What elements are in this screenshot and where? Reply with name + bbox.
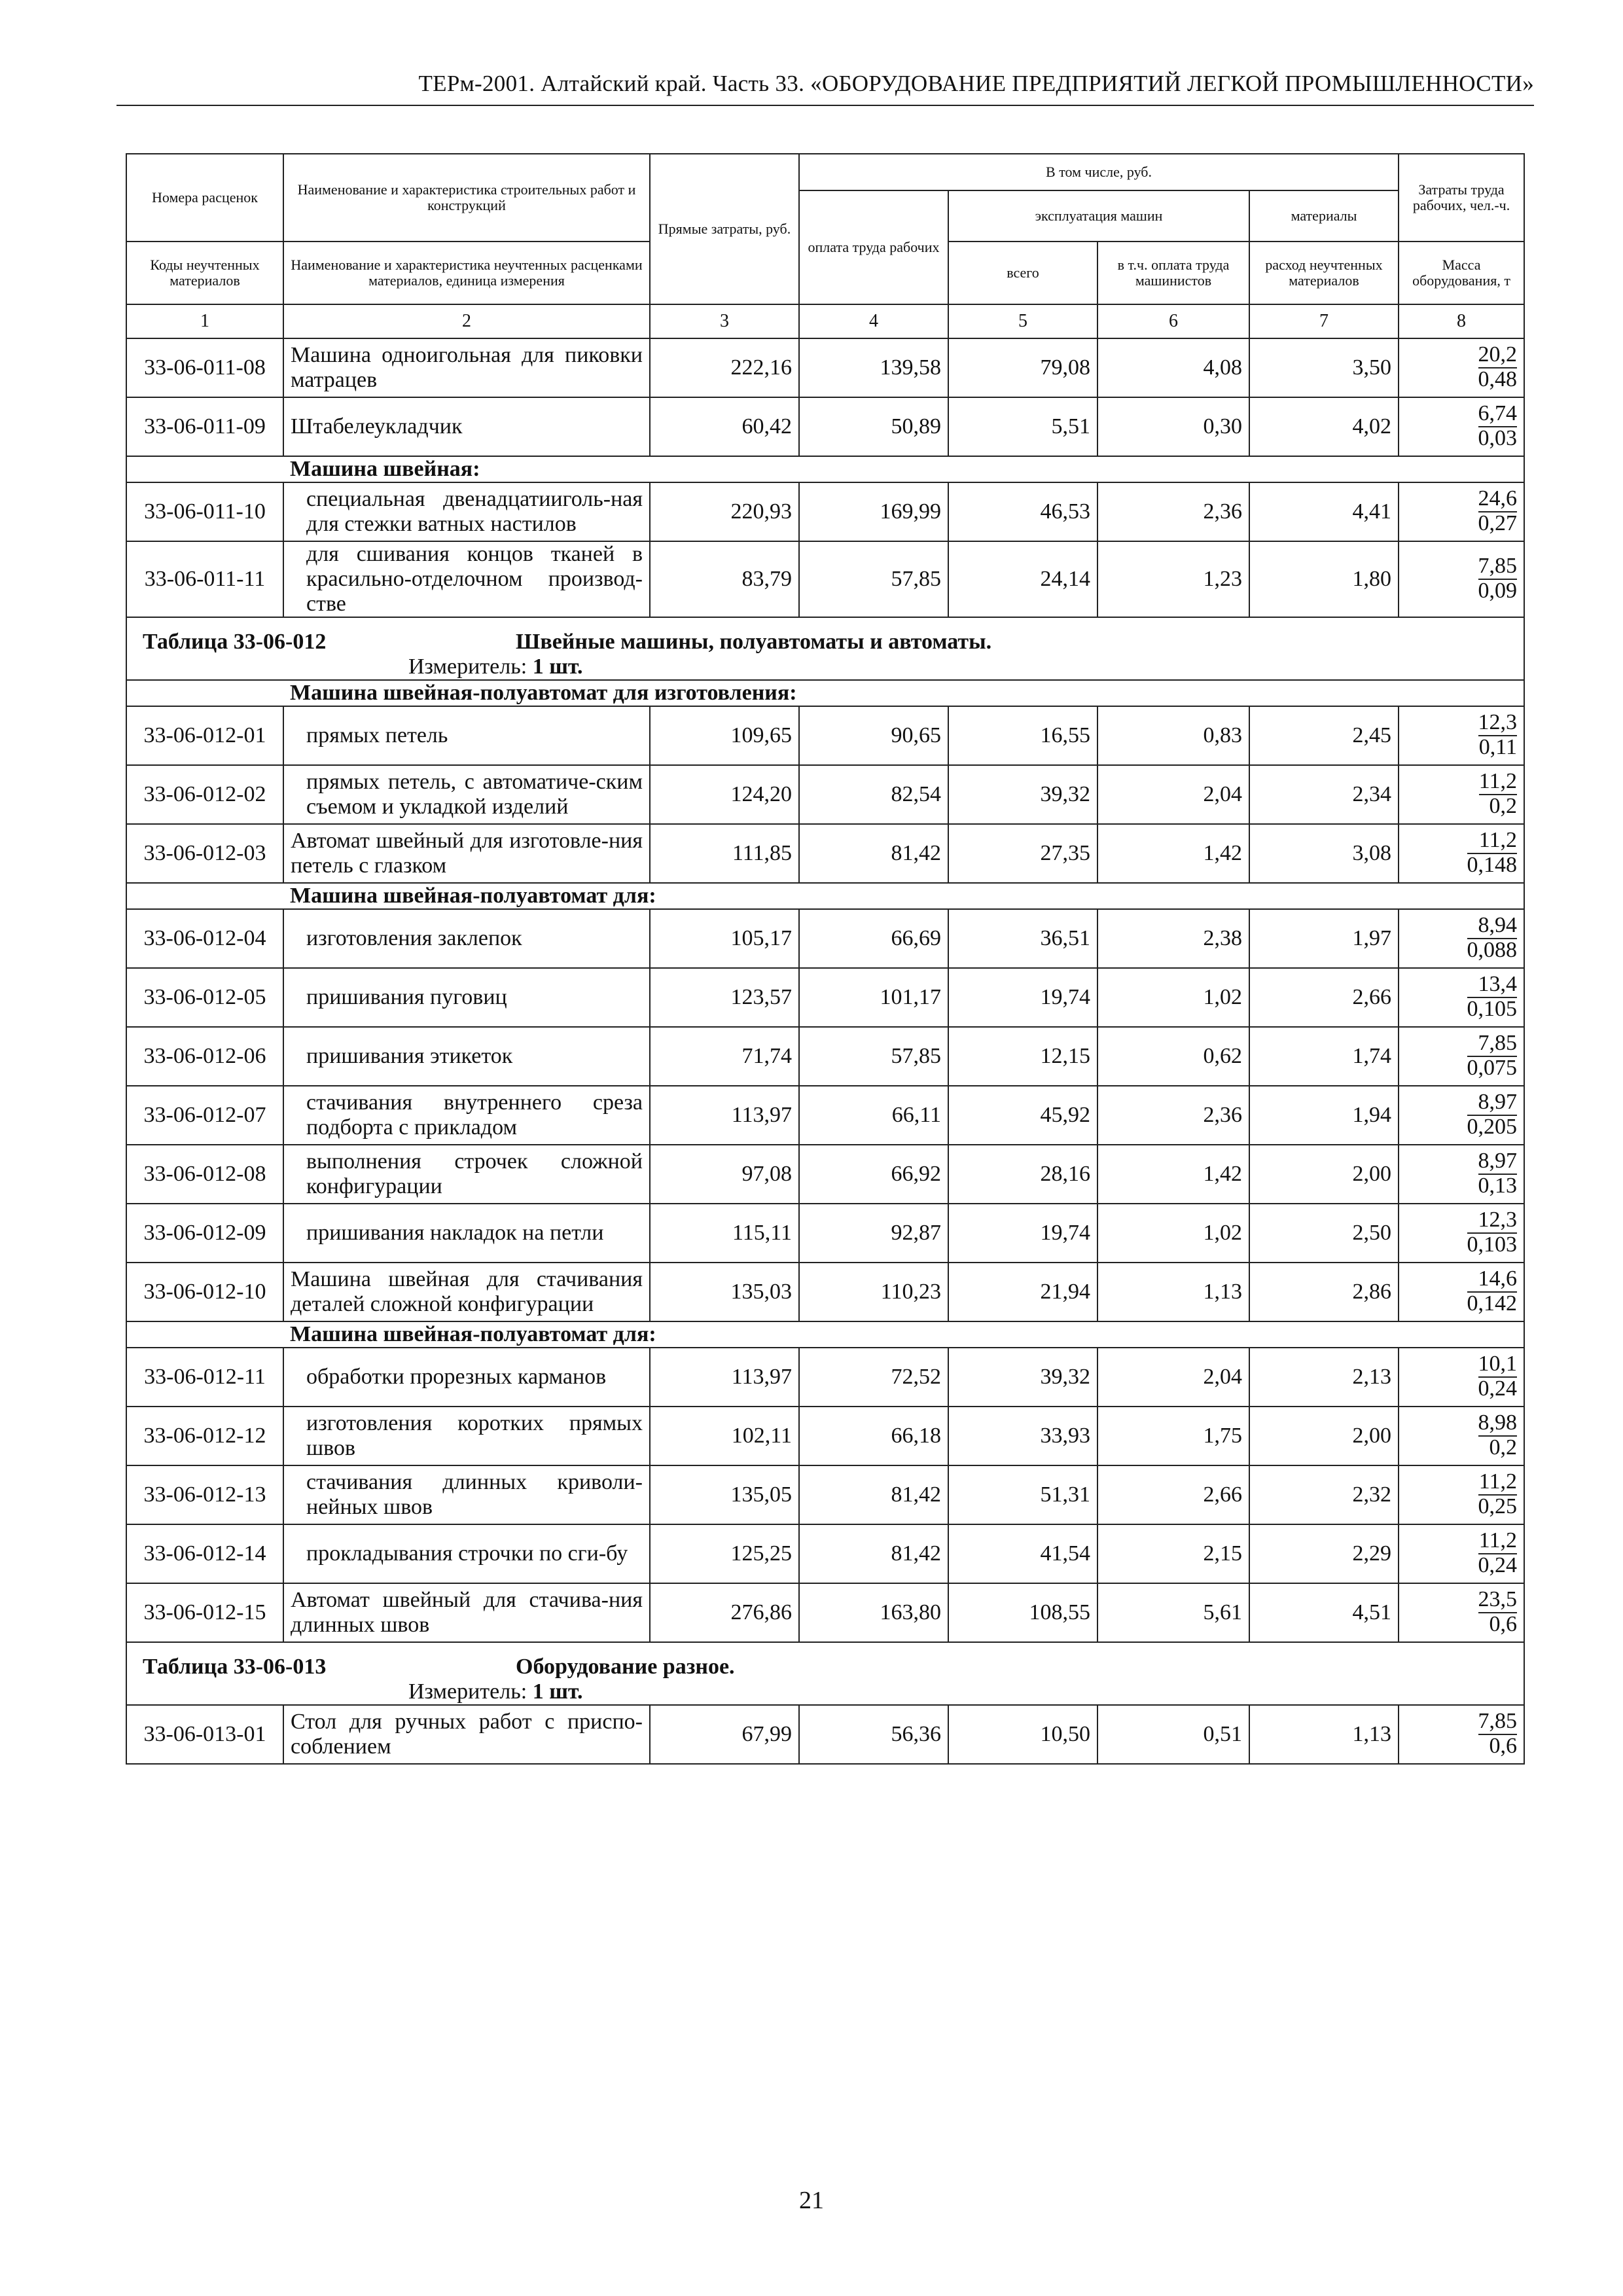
- rate-code: 33-06-012-07: [126, 1086, 283, 1145]
- materials: 2,66: [1249, 968, 1399, 1027]
- header-codes-top: Номера расценок: [126, 154, 283, 242]
- materials: 2,50: [1249, 1204, 1399, 1263]
- rate-code: 33-06-012-14: [126, 1524, 283, 1583]
- machines-total: 28,16: [948, 1145, 1097, 1204]
- table-row: [126, 909, 1524, 968]
- table-measure-row: [126, 1679, 1524, 1705]
- direct-costs: 83,79: [650, 541, 799, 617]
- labor-pay: 81,42: [799, 824, 948, 883]
- column-number: 4: [799, 304, 948, 338]
- equipment-mass-value: 0,205: [1467, 1115, 1518, 1139]
- labor-cost-value: 23,5: [1478, 1588, 1518, 1613]
- labor-mass-cell: [1399, 1705, 1524, 1764]
- labor-mass-cell: [1399, 1145, 1524, 1204]
- equipment-mass-value: 0,105: [1467, 997, 1518, 1021]
- materials: 3,50: [1249, 338, 1399, 397]
- group-row: [126, 883, 1524, 909]
- materials: 2,00: [1249, 1145, 1399, 1204]
- work-name: пришивания этикеток: [283, 1027, 650, 1086]
- equipment-mass-value: 0,27: [1478, 511, 1518, 535]
- materials: 2,86: [1249, 1263, 1399, 1321]
- labor-pay: 110,23: [799, 1263, 948, 1321]
- direct-costs: 109,65: [650, 706, 799, 765]
- rate-code: 33-06-012-12: [126, 1407, 283, 1465]
- table-row: [126, 1583, 1524, 1642]
- table-row: [126, 1263, 1524, 1321]
- work-name: обработки прорезных карманов: [283, 1348, 650, 1407]
- column-numbers-row: [126, 304, 1524, 338]
- work-name: изготовления коротких прямых швов: [283, 1407, 650, 1465]
- labor-mass-cell: [1399, 1086, 1524, 1145]
- machines-total: 10,50: [948, 1705, 1097, 1764]
- group-title: Машина швейная-полуавтомат для:: [283, 1321, 1524, 1348]
- direct-costs: 105,17: [650, 909, 799, 968]
- direct-costs: 124,20: [650, 765, 799, 824]
- labor-mass-fraction: [1478, 344, 1518, 391]
- group-title: Машина швейная-полуавтомат для изготовления:: [283, 680, 1524, 706]
- work-name: Штабелеукладчик: [283, 397, 650, 456]
- table-row: [126, 541, 1524, 617]
- labor-cost-value: 8,97: [1467, 1091, 1518, 1116]
- work-name: Стол для ручных работ с приспо-соблением: [283, 1705, 650, 1764]
- column-number: 3: [650, 304, 799, 338]
- equipment-mass-value: 0,11: [1478, 735, 1518, 759]
- rate-code: 33-06-012-13: [126, 1465, 283, 1524]
- labor-pay: 56,36: [799, 1705, 948, 1764]
- equipment-mass-value: 0,03: [1478, 426, 1518, 450]
- labor-pay: 81,42: [799, 1465, 948, 1524]
- machines-total: 19,74: [948, 1204, 1097, 1263]
- labor-cost-value: 20,2: [1478, 344, 1518, 368]
- table-title-row: [126, 617, 1524, 655]
- machine-operators-pay: 2,36: [1097, 1086, 1249, 1145]
- rate-code: 33-06-011-08: [126, 338, 283, 397]
- labor-mass-cell: [1399, 1524, 1524, 1583]
- equipment-mass-value: 0,24: [1478, 1553, 1518, 1577]
- direct-costs: 135,03: [650, 1263, 799, 1321]
- machines-total: 12,15: [948, 1027, 1097, 1086]
- materials: 1,13: [1249, 1705, 1399, 1764]
- labor-mass-fraction: [1467, 1268, 1518, 1315]
- table-row: [126, 338, 1524, 397]
- work-name: прямых петель: [283, 706, 650, 765]
- materials: 2,32: [1249, 1465, 1399, 1524]
- rate-code: 33-06-012-03: [126, 824, 283, 883]
- labor-cost-value: 11,2: [1467, 829, 1518, 854]
- table-row: [126, 1348, 1524, 1407]
- table-row: [126, 824, 1524, 883]
- table-row: [126, 1705, 1524, 1764]
- rate-code: 33-06-012-01: [126, 706, 283, 765]
- table-heading: [126, 1642, 1524, 1679]
- table-measure-row: [126, 655, 1524, 680]
- table-heading: [126, 617, 1524, 655]
- direct-costs: 276,86: [650, 1583, 799, 1642]
- machines-total: 36,51: [948, 909, 1097, 968]
- table-number: Таблица 33-06-013: [143, 1655, 327, 1679]
- labor-mass-cell: [1399, 482, 1524, 541]
- labor-mass-fraction: [1467, 914, 1518, 961]
- header-materials: материалы: [1249, 190, 1399, 242]
- labor-mass-fraction: [1467, 829, 1518, 876]
- table-row: [126, 1407, 1524, 1465]
- equipment-mass-value: 0,103: [1467, 1232, 1518, 1257]
- work-name: стачивания длинных криволи-нейных швов: [283, 1465, 650, 1524]
- header-name-bottom: Наименование и характеристика неучтенных расценками материалов, единица измерения: [283, 242, 650, 304]
- labor-pay: 92,87: [799, 1204, 948, 1263]
- labor-pay: 57,85: [799, 541, 948, 617]
- labor-mass-fraction: [1478, 403, 1518, 450]
- materials: 1,80: [1249, 541, 1399, 617]
- labor-mass-cell: [1399, 338, 1524, 397]
- labor-mass-cell: [1399, 1027, 1524, 1086]
- machine-operators-pay: 1,02: [1097, 968, 1249, 1027]
- machine-operators-pay: 1,13: [1097, 1263, 1249, 1321]
- direct-costs: 60,42: [650, 397, 799, 456]
- machines-total: 16,55: [948, 706, 1097, 765]
- direct-costs: 71,74: [650, 1027, 799, 1086]
- machines-total: 19,74: [948, 968, 1097, 1027]
- labor-cost-value: 7,85: [1478, 1710, 1518, 1735]
- labor-mass-fraction: [1467, 1091, 1518, 1138]
- labor-cost-value: 11,2: [1478, 1530, 1518, 1554]
- direct-costs: 220,93: [650, 482, 799, 541]
- materials: 1,94: [1249, 1086, 1399, 1145]
- machines-total: 51,31: [948, 1465, 1097, 1524]
- rate-code: 33-06-012-05: [126, 968, 283, 1027]
- labor-mass-fraction: [1478, 1588, 1518, 1636]
- labor-mass-cell: [1399, 397, 1524, 456]
- machines-total: 21,94: [948, 1263, 1097, 1321]
- table-title-row: [126, 1642, 1524, 1679]
- table-row: [126, 397, 1524, 456]
- labor-pay: 50,89: [799, 397, 948, 456]
- labor-mass-cell: [1399, 1263, 1524, 1321]
- equipment-mass-value: 0,2: [1489, 1435, 1518, 1460]
- labor-pay: 57,85: [799, 1027, 948, 1086]
- machine-operators-pay: 2,38: [1097, 909, 1249, 968]
- materials: 2,00: [1249, 1407, 1399, 1465]
- labor-cost-value: 24,6: [1478, 488, 1518, 512]
- rate-code: 33-06-012-09: [126, 1204, 283, 1263]
- labor-pay: 101,17: [799, 968, 948, 1027]
- page-number: 21: [799, 2187, 824, 2214]
- work-name: прямых петель, с автоматиче-ским съемом и укладкой изделий: [283, 765, 650, 824]
- work-name: выполнения строчек сложной конфигурации: [283, 1145, 650, 1204]
- header-rule: [116, 105, 1534, 106]
- equipment-mass-value: 0,24: [1478, 1376, 1518, 1401]
- machine-operators-pay: 2,04: [1097, 1348, 1249, 1407]
- labor-pay: 66,69: [799, 909, 948, 968]
- table-row: [126, 482, 1524, 541]
- work-name: пришивания накладок на петли: [283, 1204, 650, 1263]
- machine-operators-pay: 2,36: [1097, 482, 1249, 541]
- labor-mass-fraction: [1467, 973, 1518, 1020]
- labor-pay: 90,65: [799, 706, 948, 765]
- header-labor-cost: Затраты труда рабочих, чел.-ч.: [1399, 154, 1524, 242]
- group-row: [126, 680, 1524, 706]
- table-row: [126, 1204, 1524, 1263]
- labor-cost-value: 8,97: [1478, 1150, 1518, 1175]
- column-number: 7: [1249, 304, 1399, 338]
- measure-label: Измеритель:: [408, 655, 527, 679]
- materials: 2,34: [1249, 765, 1399, 824]
- work-name: Машина швейная для стачивания деталей сложной конфигурации: [283, 1263, 650, 1321]
- direct-costs: 125,25: [650, 1524, 799, 1583]
- measure-value: 1 шт.: [532, 1679, 583, 1704]
- table-row: [126, 706, 1524, 765]
- work-name: пришивания пуговиц: [283, 968, 650, 1027]
- machine-operators-pay: 2,15: [1097, 1524, 1249, 1583]
- measure-value: 1 шт.: [532, 655, 583, 679]
- rate-code: 33-06-012-15: [126, 1583, 283, 1642]
- labor-cost-value: 10,1: [1478, 1353, 1518, 1378]
- work-name: стачивания внутреннего среза подборта с прикладом: [283, 1086, 650, 1145]
- labor-mass-cell: [1399, 824, 1524, 883]
- machine-operators-pay: 5,61: [1097, 1583, 1249, 1642]
- labor-pay: 82,54: [799, 765, 948, 824]
- machine-operators-pay: 1,42: [1097, 824, 1249, 883]
- direct-costs: 123,57: [650, 968, 799, 1027]
- equipment-mass-value: 0,6: [1489, 1734, 1518, 1758]
- work-name: специальная двенадцатииголь-ная для стежки ватных настилов: [283, 482, 650, 541]
- direct-costs: 113,97: [650, 1348, 799, 1407]
- machine-operators-pay: 0,30: [1097, 397, 1249, 456]
- group-title: Машина швейная:: [283, 456, 1524, 482]
- labor-cost-value: 8,94: [1467, 914, 1518, 939]
- equipment-mass-value: 0,088: [1467, 938, 1518, 962]
- labor-mass-cell: [1399, 968, 1524, 1027]
- header-machines: эксплуатация машин: [948, 190, 1249, 242]
- labor-mass-fraction: [1478, 1353, 1518, 1400]
- header-including: В том числе, руб.: [799, 154, 1399, 190]
- equipment-mass-value: 0,6: [1489, 1612, 1518, 1636]
- table-row: [126, 765, 1524, 824]
- machines-total: 46,53: [948, 482, 1097, 541]
- group-spacer: [126, 680, 283, 706]
- machine-operators-pay: 2,66: [1097, 1465, 1249, 1524]
- measure-label: Измеритель:: [408, 1679, 527, 1704]
- labor-cost-value: 14,6: [1467, 1268, 1518, 1293]
- work-name: изготовления заклепок: [283, 909, 650, 968]
- labor-mass-fraction: [1478, 555, 1518, 602]
- machines-total: 39,32: [948, 765, 1097, 824]
- materials: 3,08: [1249, 824, 1399, 883]
- group-spacer: [126, 883, 283, 909]
- labor-pay: 169,99: [799, 482, 948, 541]
- machine-operators-pay: 4,08: [1097, 338, 1249, 397]
- labor-mass-cell: [1399, 765, 1524, 824]
- measure-line: [126, 655, 1524, 680]
- machines-total: 41,54: [948, 1524, 1097, 1583]
- rate-code: 33-06-011-10: [126, 482, 283, 541]
- labor-pay: 66,11: [799, 1086, 948, 1145]
- labor-pay: 72,52: [799, 1348, 948, 1407]
- materials: 2,45: [1249, 706, 1399, 765]
- labor-mass-fraction: [1467, 1032, 1518, 1079]
- labor-pay: 66,18: [799, 1407, 948, 1465]
- running-header: ТЕРм-2001. Алтайский край. Часть 33. «ОБОРУДОВАНИЕ ПРЕДПРИЯТИЙ ЛЕГКОЙ ПРОМЫШЛЕННОСТИ»: [418, 71, 1534, 96]
- column-number: 1: [126, 304, 283, 338]
- machine-operators-pay: 0,83: [1097, 706, 1249, 765]
- labor-cost-value: 6,74: [1478, 403, 1518, 427]
- labor-mass-fraction: [1479, 770, 1517, 817]
- machines-total: 27,35: [948, 824, 1097, 883]
- table-row: [126, 1524, 1524, 1583]
- table-row: [126, 1086, 1524, 1145]
- table-title: Оборудование разное.: [516, 1655, 735, 1679]
- rate-code: 33-06-011-09: [126, 397, 283, 456]
- materials: 1,74: [1249, 1027, 1399, 1086]
- direct-costs: 115,11: [650, 1204, 799, 1263]
- labor-mass-cell: [1399, 1407, 1524, 1465]
- labor-mass-fraction: [1478, 1412, 1518, 1459]
- measure-line: [126, 1679, 1524, 1705]
- labor-pay: 163,80: [799, 1583, 948, 1642]
- rate-code: 33-06-013-01: [126, 1705, 283, 1764]
- rate-code: 33-06-012-02: [126, 765, 283, 824]
- labor-cost-value: 12,3: [1478, 711, 1518, 736]
- machines-total: 24,14: [948, 541, 1097, 617]
- labor-cost-value: 11,2: [1478, 1471, 1518, 1496]
- equipment-mass-value: 0,075: [1467, 1056, 1518, 1080]
- materials: 1,97: [1249, 909, 1399, 968]
- materials: 4,41: [1249, 482, 1399, 541]
- machine-operators-pay: 0,51: [1097, 1705, 1249, 1764]
- labor-cost-value: 11,2: [1479, 770, 1517, 795]
- labor-mass-fraction: [1478, 488, 1518, 535]
- labor-pay: 139,58: [799, 338, 948, 397]
- direct-costs: 113,97: [650, 1086, 799, 1145]
- table-row: [126, 1027, 1524, 1086]
- labor-mass-fraction: [1467, 1209, 1518, 1256]
- machines-total: 39,32: [948, 1348, 1097, 1407]
- direct-costs: 111,85: [650, 824, 799, 883]
- header-machines-operators: в т.ч. оплата труда машинистов: [1097, 242, 1249, 304]
- machine-operators-pay: 1,23: [1097, 541, 1249, 617]
- labor-mass-cell: [1399, 1348, 1524, 1407]
- labor-mass-cell: [1399, 1583, 1524, 1642]
- direct-costs: 222,16: [650, 338, 799, 397]
- labor-cost-value: 7,85: [1467, 1032, 1518, 1057]
- direct-costs: 67,99: [650, 1705, 799, 1764]
- labor-mass-fraction: [1478, 1150, 1518, 1197]
- labor-mass-fraction: [1478, 1710, 1518, 1757]
- machine-operators-pay: 1,42: [1097, 1145, 1249, 1204]
- rate-code: 33-06-011-11: [126, 541, 283, 617]
- column-number: 2: [283, 304, 650, 338]
- labor-mass-fraction: [1478, 1471, 1518, 1518]
- materials: 2,29: [1249, 1524, 1399, 1583]
- labor-mass-cell: [1399, 706, 1524, 765]
- labor-mass-cell: [1399, 1465, 1524, 1524]
- materials: 4,51: [1249, 1583, 1399, 1642]
- work-name: для сшивания концов тканей в красильно-отделочном производ-стве: [283, 541, 650, 617]
- rate-code: 33-06-012-10: [126, 1263, 283, 1321]
- machine-operators-pay: 1,75: [1097, 1407, 1249, 1465]
- header-materials-unaccounted: расход неучтенных материалов: [1249, 242, 1399, 304]
- group-title: Машина швейная-полуавтомат для:: [283, 883, 1524, 909]
- labor-mass-fraction: [1478, 711, 1518, 759]
- machines-total: 79,08: [948, 338, 1097, 397]
- work-name: Машина одноигольная для пиковки матрацев: [283, 338, 650, 397]
- column-number: 6: [1097, 304, 1249, 338]
- header-direct-costs: Прямые затраты, руб.: [650, 154, 799, 304]
- work-name: Автомат швейный для стачива-ния длинных швов: [283, 1583, 650, 1642]
- group-spacer: [126, 456, 283, 482]
- column-number: 8: [1399, 304, 1524, 338]
- work-name: прокладывания строчки по сги-бу: [283, 1524, 650, 1583]
- labor-cost-value: 7,85: [1478, 555, 1518, 580]
- direct-costs: 102,11: [650, 1407, 799, 1465]
- work-name: Автомат швейный для изготовле-ния петель с глазком: [283, 824, 650, 883]
- direct-costs: 135,05: [650, 1465, 799, 1524]
- header-labor-pay: оплата труда рабочих: [799, 190, 948, 304]
- header-equipment-mass: Масса оборудования, т: [1399, 242, 1524, 304]
- equipment-mass-value: 0,48: [1478, 367, 1518, 391]
- machines-total: 45,92: [948, 1086, 1097, 1145]
- column-number: 5: [948, 304, 1097, 338]
- equipment-mass-value: 0,2: [1489, 794, 1518, 818]
- rate-code: 33-06-012-04: [126, 909, 283, 968]
- labor-mass-fraction: [1478, 1530, 1518, 1577]
- header-name-top: Наименование и характеристика строительных работ и конструкций: [283, 154, 650, 242]
- group-row: [126, 456, 1524, 482]
- labor-cost-value: 8,98: [1478, 1412, 1518, 1437]
- table-number: Таблица 33-06-012: [143, 630, 327, 654]
- header-codes-bottom: Коды неучтенных материалов: [126, 242, 283, 304]
- rate-code: 33-06-012-11: [126, 1348, 283, 1407]
- labor-mass-cell: [1399, 909, 1524, 968]
- equipment-mass-value: 0,142: [1467, 1291, 1518, 1316]
- materials: 2,13: [1249, 1348, 1399, 1407]
- labor-mass-cell: [1399, 1204, 1524, 1263]
- table-title: Швейные машины, полуавтоматы и автоматы.: [516, 630, 992, 654]
- labor-mass-cell: [1399, 541, 1524, 617]
- table-row: [126, 968, 1524, 1027]
- machine-operators-pay: 1,02: [1097, 1204, 1249, 1263]
- header-machines-total: всего: [948, 242, 1097, 304]
- machines-total: 108,55: [948, 1583, 1097, 1642]
- machines-total: 5,51: [948, 397, 1097, 456]
- labor-pay: 66,92: [799, 1145, 948, 1204]
- rate-code: 33-06-012-06: [126, 1027, 283, 1086]
- table-row: [126, 1465, 1524, 1524]
- labor-cost-value: 12,3: [1467, 1209, 1518, 1234]
- direct-costs: 97,08: [650, 1145, 799, 1204]
- rates-table: [126, 153, 1525, 1765]
- rate-code: 33-06-012-08: [126, 1145, 283, 1204]
- group-row: [126, 1321, 1524, 1348]
- equipment-mass-value: 0,25: [1478, 1494, 1518, 1518]
- materials: 4,02: [1249, 397, 1399, 456]
- machine-operators-pay: 0,62: [1097, 1027, 1249, 1086]
- machine-operators-pay: 2,04: [1097, 765, 1249, 824]
- equipment-mass-value: 0,148: [1467, 853, 1518, 877]
- group-spacer: [126, 1321, 283, 1348]
- labor-pay: 81,42: [799, 1524, 948, 1583]
- equipment-mass-value: 0,09: [1478, 579, 1518, 603]
- machines-total: 33,93: [948, 1407, 1097, 1465]
- table-row: [126, 1145, 1524, 1204]
- labor-cost-value: 13,4: [1467, 973, 1518, 998]
- equipment-mass-value: 0,13: [1478, 1174, 1518, 1198]
